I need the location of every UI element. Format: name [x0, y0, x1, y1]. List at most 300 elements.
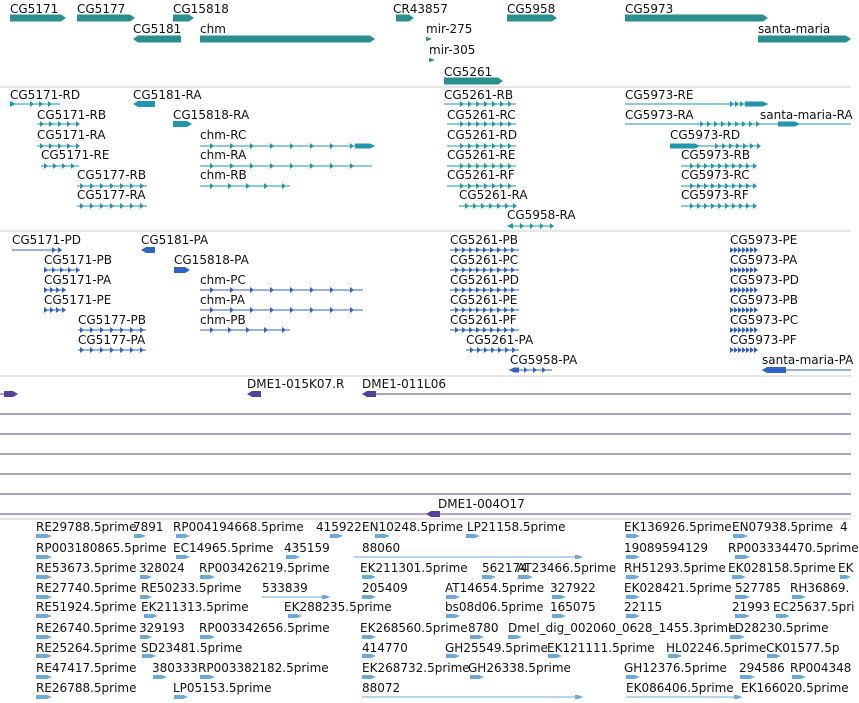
transcript-exon[interactable]	[10, 102, 16, 107]
ests-label[interactable]: EK	[838, 561, 854, 575]
proteins-label[interactable]: CG5171-PD	[12, 233, 82, 247]
est-block[interactable]	[626, 575, 640, 579]
est-block[interactable]	[200, 675, 215, 679]
est-block[interactable]	[792, 675, 806, 679]
transcripts-label[interactable]: CG5958-RA	[507, 208, 576, 222]
est-block[interactable]	[446, 595, 460, 599]
ests-label[interactable]: 88072	[362, 681, 401, 695]
protein-chevrons[interactable]	[250, 307, 254, 313]
protein-chevrons[interactable]	[738, 347, 742, 353]
est-block[interactable]	[626, 555, 640, 559]
transcript-chevrons[interactable]	[739, 203, 743, 209]
transcript-chevrons[interactable]	[489, 203, 493, 209]
protein-chevrons[interactable]	[470, 347, 474, 353]
transcripts-label[interactable]: CG5177-RA	[77, 188, 146, 202]
transcript-chevrons[interactable]	[270, 163, 274, 169]
est-block[interactable]	[740, 675, 755, 679]
est-block[interactable]	[36, 534, 52, 538]
protein-exon[interactable]	[174, 267, 190, 273]
contigs-label[interactable]: DME1-011L06	[362, 377, 446, 391]
protein-chevrons[interactable]	[484, 347, 488, 353]
protein-chevrons[interactable]	[246, 327, 250, 333]
ests-label[interactable]: RP003426219.5prime	[199, 561, 330, 575]
ests-label[interactable]: RE53673.5prime	[36, 561, 137, 575]
transcripts-label[interactable]: CG5181-RA	[133, 88, 202, 102]
ests-label[interactable]: EN07938.5prime	[732, 520, 834, 534]
est-block[interactable]	[375, 534, 390, 538]
ests-label[interactable]: RP003180865.5prime	[36, 541, 167, 555]
protein-exon[interactable]	[141, 247, 155, 253]
proteins-label[interactable]: CG5177-PA	[78, 333, 146, 347]
protein-chevrons[interactable]	[498, 347, 502, 353]
est-block[interactable]	[200, 575, 215, 579]
proteins-label[interactable]: CG5973-PA	[730, 253, 798, 267]
genes-label[interactable]: chm	[200, 22, 226, 36]
transcript-chevrons[interactable]	[757, 143, 761, 149]
proteins-label[interactable]: CG5973-PB	[730, 293, 799, 307]
transcript-chevrons[interactable]	[246, 183, 250, 189]
est-block[interactable]	[36, 635, 52, 639]
transcript-chevrons[interactable]	[250, 163, 254, 169]
ests-label[interactable]: 4	[840, 520, 848, 534]
ests-label[interactable]: GH25549.5prime	[445, 641, 548, 655]
transcripts-label[interactable]: CG5261-RA	[459, 188, 528, 202]
transcript-chevrons[interactable]	[700, 121, 704, 127]
ests-label[interactable]: 22115	[624, 600, 663, 614]
transcript-chevrons[interactable]	[530, 223, 534, 229]
transcripts-label[interactable]: CG5261-RE	[447, 148, 516, 162]
gene-glyph[interactable]	[426, 37, 432, 41]
ests-label[interactable]: EK028421.5prime	[624, 581, 732, 595]
proteins-label[interactable]: CG5973-PF	[730, 333, 797, 347]
contig-end[interactable]	[247, 391, 261, 397]
transcript-chevrons[interactable]	[250, 143, 254, 149]
est-block[interactable]	[362, 595, 376, 599]
ests-label[interactable]: 165075	[550, 600, 596, 614]
contigs-label[interactable]: DME1-015K07.R	[247, 377, 345, 391]
transcripts-label[interactable]: CG5177-RB	[77, 168, 147, 182]
proteins-label[interactable]: CG5973-PC	[730, 313, 799, 327]
ests-label[interactable]: 7891	[133, 520, 164, 534]
protein-chevrons[interactable]	[734, 347, 738, 353]
protein-chevrons[interactable]	[533, 367, 537, 373]
transcripts-label[interactable]: CG5261-RF	[447, 168, 515, 182]
ests-label[interactable]: 380333	[152, 661, 198, 675]
protein-chevrons[interactable]	[491, 347, 495, 353]
est-block[interactable]	[735, 614, 750, 618]
genes-label[interactable]: CG5181	[133, 22, 182, 36]
est-block[interactable]	[134, 534, 146, 538]
transcript-exon[interactable]	[507, 224, 513, 229]
proteins-label[interactable]: CG5973-PD	[730, 273, 800, 287]
est-block[interactable]	[36, 555, 52, 559]
contigs-label[interactable]: DME1-004O17	[438, 497, 525, 511]
est-block[interactable]	[446, 614, 460, 618]
protein-chevrons[interactable]	[264, 327, 268, 333]
ests-label[interactable]: EK086406.5prime	[626, 681, 734, 695]
transcript-chevrons[interactable]	[473, 203, 477, 209]
genes-label[interactable]: CG5261	[444, 65, 493, 79]
ests-label[interactable]: CK01577.5p	[766, 641, 840, 655]
transcript-chevrons[interactable]	[735, 101, 739, 107]
protein-chevrons[interactable]	[250, 287, 254, 293]
ests-label[interactable]: RE47417.5prime	[36, 661, 137, 675]
est-block[interactable]	[466, 534, 480, 538]
est-block[interactable]	[362, 575, 376, 579]
transcript-chevrons[interactable]	[721, 121, 725, 127]
transcript-chevrons[interactable]	[749, 121, 753, 127]
ests-label[interactable]: AT14654.5prime	[445, 581, 545, 595]
protein-chevrons[interactable]	[754, 347, 758, 353]
transcripts-label[interactable]: chm-RB	[200, 168, 247, 182]
transcript-chevrons[interactable]	[540, 223, 544, 229]
protein-chevrons[interactable]	[746, 347, 750, 353]
transcript-chevrons[interactable]	[750, 143, 754, 149]
transcripts-label[interactable]: CG5973-RD	[670, 128, 741, 142]
est-block[interactable]	[840, 575, 851, 579]
proteins-label[interactable]: CG5958-PA	[510, 353, 578, 367]
transcripts-label[interactable]: CG5973-RF	[681, 188, 749, 202]
est-block[interactable]	[626, 534, 640, 538]
contig-end[interactable]	[426, 511, 440, 517]
genes-label[interactable]: mir-275	[426, 22, 473, 36]
transcript-chevrons[interactable]	[100, 203, 104, 209]
proteins-label[interactable]: CG5973-PE	[730, 233, 798, 247]
protein-chevrons[interactable]	[44, 307, 48, 313]
ests-label[interactable]: 562174	[482, 561, 528, 575]
transcript-exon[interactable]	[355, 144, 375, 149]
protein-chevrons[interactable]	[542, 367, 546, 373]
genes-label[interactable]: CG5177	[77, 2, 126, 16]
est-block[interactable]	[286, 555, 300, 559]
protein-chevrons[interactable]	[56, 307, 60, 313]
transcript-chevrons[interactable]	[228, 183, 232, 189]
ests-label[interactable]: EK166020.5prime	[741, 681, 849, 695]
gene-glyph[interactable]	[200, 36, 375, 43]
transcript-chevrons[interactable]	[704, 203, 708, 209]
proteins-label[interactable]: CG5171-PE	[44, 293, 112, 307]
transcript-chevrons[interactable]	[497, 203, 501, 209]
est-block[interactable]	[36, 614, 52, 618]
est-block[interactable]	[575, 555, 583, 559]
est-block[interactable]	[36, 695, 52, 699]
ests-label[interactable]: RE29788.5prime	[36, 520, 137, 534]
transcript-chevrons[interactable]	[711, 203, 715, 209]
protein-chevrons[interactable]	[742, 347, 746, 353]
ests-label[interactable]: EK268732.5prime	[362, 661, 470, 675]
est-block[interactable]	[362, 635, 376, 639]
transcript-chevrons[interactable]	[742, 121, 746, 127]
transcript-chevrons[interactable]	[130, 203, 134, 209]
transcript-chevrons[interactable]	[71, 163, 75, 169]
ests-label[interactable]: RP004194668.5prime	[173, 520, 304, 534]
genes-label[interactable]: santa-maria	[758, 22, 831, 36]
transcript-chevrons[interactable]	[53, 163, 57, 169]
ests-label[interactable]: 329193	[139, 621, 185, 635]
transcript-chevrons[interactable]	[732, 203, 736, 209]
transcripts-label[interactable]: CG5973-RB	[681, 148, 751, 162]
transcript-chevrons[interactable]	[44, 163, 48, 169]
gene-glyph[interactable]	[133, 36, 181, 43]
est-block[interactable]	[36, 575, 52, 579]
proteins-label[interactable]: CG5181-PA	[141, 233, 209, 247]
ests-label[interactable]: 533839	[262, 581, 308, 595]
ests-label[interactable]: EK028158.5prime	[728, 561, 836, 575]
est-block[interactable]	[552, 614, 566, 618]
contig-end[interactable]	[362, 391, 376, 397]
proteins-label[interactable]: CG5261-PB	[450, 233, 519, 247]
protein-chevrons[interactable]	[130, 347, 134, 353]
est-block[interactable]	[153, 675, 167, 679]
transcript-chevrons[interactable]	[80, 203, 84, 209]
transcripts-label[interactable]: chm-RC	[200, 128, 247, 142]
est-block[interactable]	[200, 635, 215, 639]
ests-label[interactable]: 205409	[362, 581, 408, 595]
ests-label[interactable]: RH51293.5prime	[624, 561, 726, 575]
ests-label[interactable]: 8780	[468, 621, 499, 635]
genes-label[interactable]: CG15818	[173, 2, 229, 16]
transcript-chevrons[interactable]	[290, 163, 294, 169]
transcript-chevrons[interactable]	[690, 203, 694, 209]
est-block[interactable]	[36, 595, 52, 599]
est-block[interactable]	[176, 555, 190, 559]
proteins-label[interactable]: CG5261-PC	[450, 253, 519, 267]
transcript-chevrons[interactable]	[465, 203, 469, 209]
ests-label[interactable]: RE26740.5prime	[36, 621, 137, 635]
transcript-chevrons[interactable]	[730, 101, 734, 107]
est-block[interactable]	[176, 534, 190, 538]
transcript-chevrons[interactable]	[697, 203, 701, 209]
transcript-chevrons[interactable]	[264, 183, 268, 189]
transcript-chevrons[interactable]	[290, 143, 294, 149]
est-block[interactable]	[730, 635, 745, 639]
protein-chevrons[interactable]	[477, 347, 481, 353]
ests-label[interactable]: 527785	[735, 581, 781, 595]
transcript-exon[interactable]	[745, 102, 768, 107]
ests-label[interactable]: EK211313.5prime	[141, 600, 249, 614]
ests-label[interactable]: EC14965.5prime	[173, 541, 274, 555]
transcripts-label[interactable]: CG5261-RC	[447, 108, 516, 122]
protein-chevrons[interactable]	[90, 347, 94, 353]
transcripts-label[interactable]: CG5973-RA	[625, 108, 694, 122]
ests-label[interactable]: RE51924.5prime	[36, 600, 137, 614]
protein-exon[interactable]	[762, 367, 786, 373]
transcript-exon[interactable]	[778, 122, 800, 127]
protein-chevrons[interactable]	[290, 307, 294, 313]
transcript-chevrons[interactable]	[746, 203, 750, 209]
proteins-label[interactable]: chm-PA	[200, 293, 245, 307]
transcript-chevrons[interactable]	[725, 203, 729, 209]
ests-label[interactable]: 414770	[362, 641, 408, 655]
ests-label[interactable]: 88060	[362, 541, 401, 555]
est-block[interactable]	[552, 595, 566, 599]
transcript-chevrons[interactable]	[520, 223, 524, 229]
contig-end[interactable]	[4, 391, 18, 397]
proteins-label[interactable]: CG5171-PA	[44, 273, 112, 287]
ests-label[interactable]: RE27740.5prime	[36, 581, 137, 595]
transcripts-label[interactable]: CG5171-RE	[41, 148, 110, 162]
ests-label[interactable]: RP003342656.5prime	[199, 621, 330, 635]
ests-label[interactable]: RH36869.	[790, 581, 850, 595]
est-block[interactable]	[735, 595, 750, 599]
est-block[interactable]	[140, 575, 152, 579]
proteins-label[interactable]: CG5177-PB	[78, 313, 147, 327]
transcript-chevrons[interactable]	[310, 163, 314, 169]
transcript-chevrons[interactable]	[753, 163, 757, 169]
transcript-chevrons[interactable]	[140, 203, 144, 209]
transcripts-label[interactable]: CG5171-RD	[10, 88, 81, 102]
transcript-chevrons[interactable]	[110, 203, 114, 209]
transcripts-label[interactable]: CG5261-RB	[444, 88, 514, 102]
gene-glyph[interactable]	[429, 58, 435, 62]
ests-label[interactable]: EK121111.5prime	[547, 641, 655, 655]
ests-label[interactable]: EC25637.5pri	[773, 600, 855, 614]
transcripts-label[interactable]: CG5973-RE	[625, 88, 694, 102]
est-block[interactable]	[362, 675, 376, 679]
ests-label[interactable]: EN10248.5prime	[362, 520, 464, 534]
transcripts-label[interactable]: CG5171-RB	[37, 108, 107, 122]
est-block[interactable]	[508, 635, 522, 639]
est-block[interactable]	[792, 595, 806, 599]
ests-label[interactable]: 21993	[732, 600, 771, 614]
protein-chevrons[interactable]	[350, 307, 354, 313]
ests-label[interactable]: RE26788.5prime	[36, 681, 137, 695]
transcript-chevrons[interactable]	[350, 163, 354, 169]
genes-label[interactable]: CR43857	[393, 2, 448, 16]
transcript-chevrons[interactable]	[753, 183, 757, 189]
est-block[interactable]	[470, 635, 484, 639]
genes-label[interactable]: CG5171	[10, 2, 59, 16]
est-block[interactable]	[288, 614, 302, 618]
transcript-chevrons[interactable]	[282, 183, 286, 189]
est-block[interactable]	[140, 595, 152, 599]
transcript-chevrons[interactable]	[350, 143, 354, 149]
protein-chevrons[interactable]	[140, 347, 144, 353]
ests-label[interactable]: bs08d06.5prime	[445, 600, 544, 614]
ests-label[interactable]: EK211301.5prime	[360, 561, 468, 575]
est-block[interactable]	[733, 534, 748, 538]
transcripts-label[interactable]: CG5973-RC	[681, 168, 750, 182]
transcript-chevrons[interactable]	[90, 203, 94, 209]
genes-label[interactable]: mir-305	[429, 43, 476, 57]
ests-label[interactable]: EK268560.5prime	[360, 621, 468, 635]
est-block[interactable]	[174, 695, 188, 699]
genes-label[interactable]: CG5958	[507, 2, 556, 16]
est-block[interactable]	[575, 695, 583, 699]
ests-label[interactable]: SD23481.5prime	[141, 641, 243, 655]
est-block[interactable]	[36, 675, 52, 679]
protein-chevrons[interactable]	[310, 287, 314, 293]
protein-chevrons[interactable]	[455, 327, 459, 333]
protein-chevrons[interactable]	[228, 327, 232, 333]
protein-chevrons[interactable]	[330, 307, 334, 313]
protein-chevrons[interactable]	[120, 347, 124, 353]
ests-label[interactable]: RE25264.5prime	[36, 641, 137, 655]
transcript-chevrons[interactable]	[270, 143, 274, 149]
est-block[interactable]	[626, 675, 640, 679]
ests-label[interactable]: AT23466.5prime	[517, 561, 617, 575]
transcript-chevrons[interactable]	[718, 203, 722, 209]
ests-label[interactable]: RP003382182.5prime	[198, 661, 329, 675]
protein-chevrons[interactable]	[50, 307, 54, 313]
protein-chevrons[interactable]	[270, 287, 274, 293]
proteins-label[interactable]: CG5261-PF	[450, 313, 517, 327]
protein-chevrons[interactable]	[100, 347, 104, 353]
protein-chevrons[interactable]	[330, 287, 334, 293]
est-block[interactable]	[330, 534, 343, 538]
ests-label[interactable]: RP003334470.5prime	[728, 541, 859, 555]
protein-chevrons[interactable]	[350, 287, 354, 293]
ests-label[interactable]: Dmel_dig_002060_0628_1455.3prime	[508, 621, 736, 635]
gene-glyph[interactable]	[758, 36, 851, 43]
transcript-chevrons[interactable]	[330, 163, 334, 169]
proteins-label[interactable]: CG5261-PE	[450, 293, 518, 307]
transcript-chevrons[interactable]	[753, 203, 757, 209]
transcript-chevrons[interactable]	[120, 203, 124, 209]
ests-label[interactable]: 294586	[739, 661, 785, 675]
proteins-label[interactable]: CG5261-PD	[450, 273, 520, 287]
ests-label[interactable]: 415922	[316, 520, 362, 534]
ests-label[interactable]: LD28230.5prime	[728, 621, 829, 635]
protein-chevrons[interactable]	[282, 327, 286, 333]
est-block[interactable]	[735, 555, 750, 559]
transcript-chevrons[interactable]	[707, 121, 711, 127]
transcript-chevrons[interactable]	[550, 223, 554, 229]
transcripts-label[interactable]: CG15818-RA	[173, 108, 250, 122]
ests-label[interactable]: 328024	[139, 561, 185, 575]
protein-chevrons[interactable]	[210, 327, 214, 333]
est-block[interactable]	[322, 595, 330, 599]
proteins-label[interactable]: CG15818-PA	[174, 253, 249, 267]
proteins-label[interactable]: chm-PC	[200, 273, 246, 287]
proteins-label[interactable]: CG5261-PA	[466, 333, 534, 347]
transcripts-label[interactable]: santa-maria-RA	[760, 108, 853, 122]
transcript-chevrons[interactable]	[728, 121, 732, 127]
transcript-chevrons[interactable]	[714, 121, 718, 127]
protein-chevrons[interactable]	[524, 367, 528, 373]
proteins-label[interactable]: CG5171-PB	[44, 253, 113, 267]
ests-label[interactable]: 19089594129	[624, 541, 708, 555]
est-block[interactable]	[518, 575, 533, 579]
ests-label[interactable]: 327922	[550, 581, 596, 595]
est-block[interactable]	[776, 614, 790, 618]
protein-chevrons[interactable]	[750, 347, 754, 353]
est-block[interactable]	[734, 695, 742, 699]
protein-chevrons[interactable]	[290, 287, 294, 293]
protein-chevrons[interactable]	[310, 307, 314, 313]
protein-exon[interactable]	[509, 368, 519, 373]
est-block[interactable]	[732, 575, 746, 579]
protein-chevrons[interactable]	[730, 347, 734, 353]
est-block[interactable]	[626, 595, 640, 599]
protein-chevrons[interactable]	[505, 347, 509, 353]
protein-chevrons[interactable]	[62, 307, 66, 313]
transcript-chevrons[interactable]	[210, 183, 214, 189]
ests-label[interactable]: 435159	[284, 541, 330, 555]
ests-label[interactable]: EK136926.5prime	[624, 520, 732, 534]
transcripts-label[interactable]: chm-RA	[200, 148, 247, 162]
protein-chevrons[interactable]	[110, 347, 114, 353]
ests-label[interactable]: LP21158.5prime	[467, 520, 566, 534]
transcripts-label[interactable]: CG5171-RA	[37, 128, 106, 142]
transcripts-label[interactable]: CG5261-RD	[447, 128, 518, 142]
est-block[interactable]	[626, 614, 640, 618]
ests-label[interactable]: EK288235.5prime	[284, 600, 392, 614]
transcript-chevrons[interactable]	[740, 101, 744, 107]
proteins-label[interactable]: chm-PB	[200, 313, 246, 327]
proteins-label[interactable]: santa-maria-PA	[762, 353, 854, 367]
est-block[interactable]	[470, 675, 484, 679]
